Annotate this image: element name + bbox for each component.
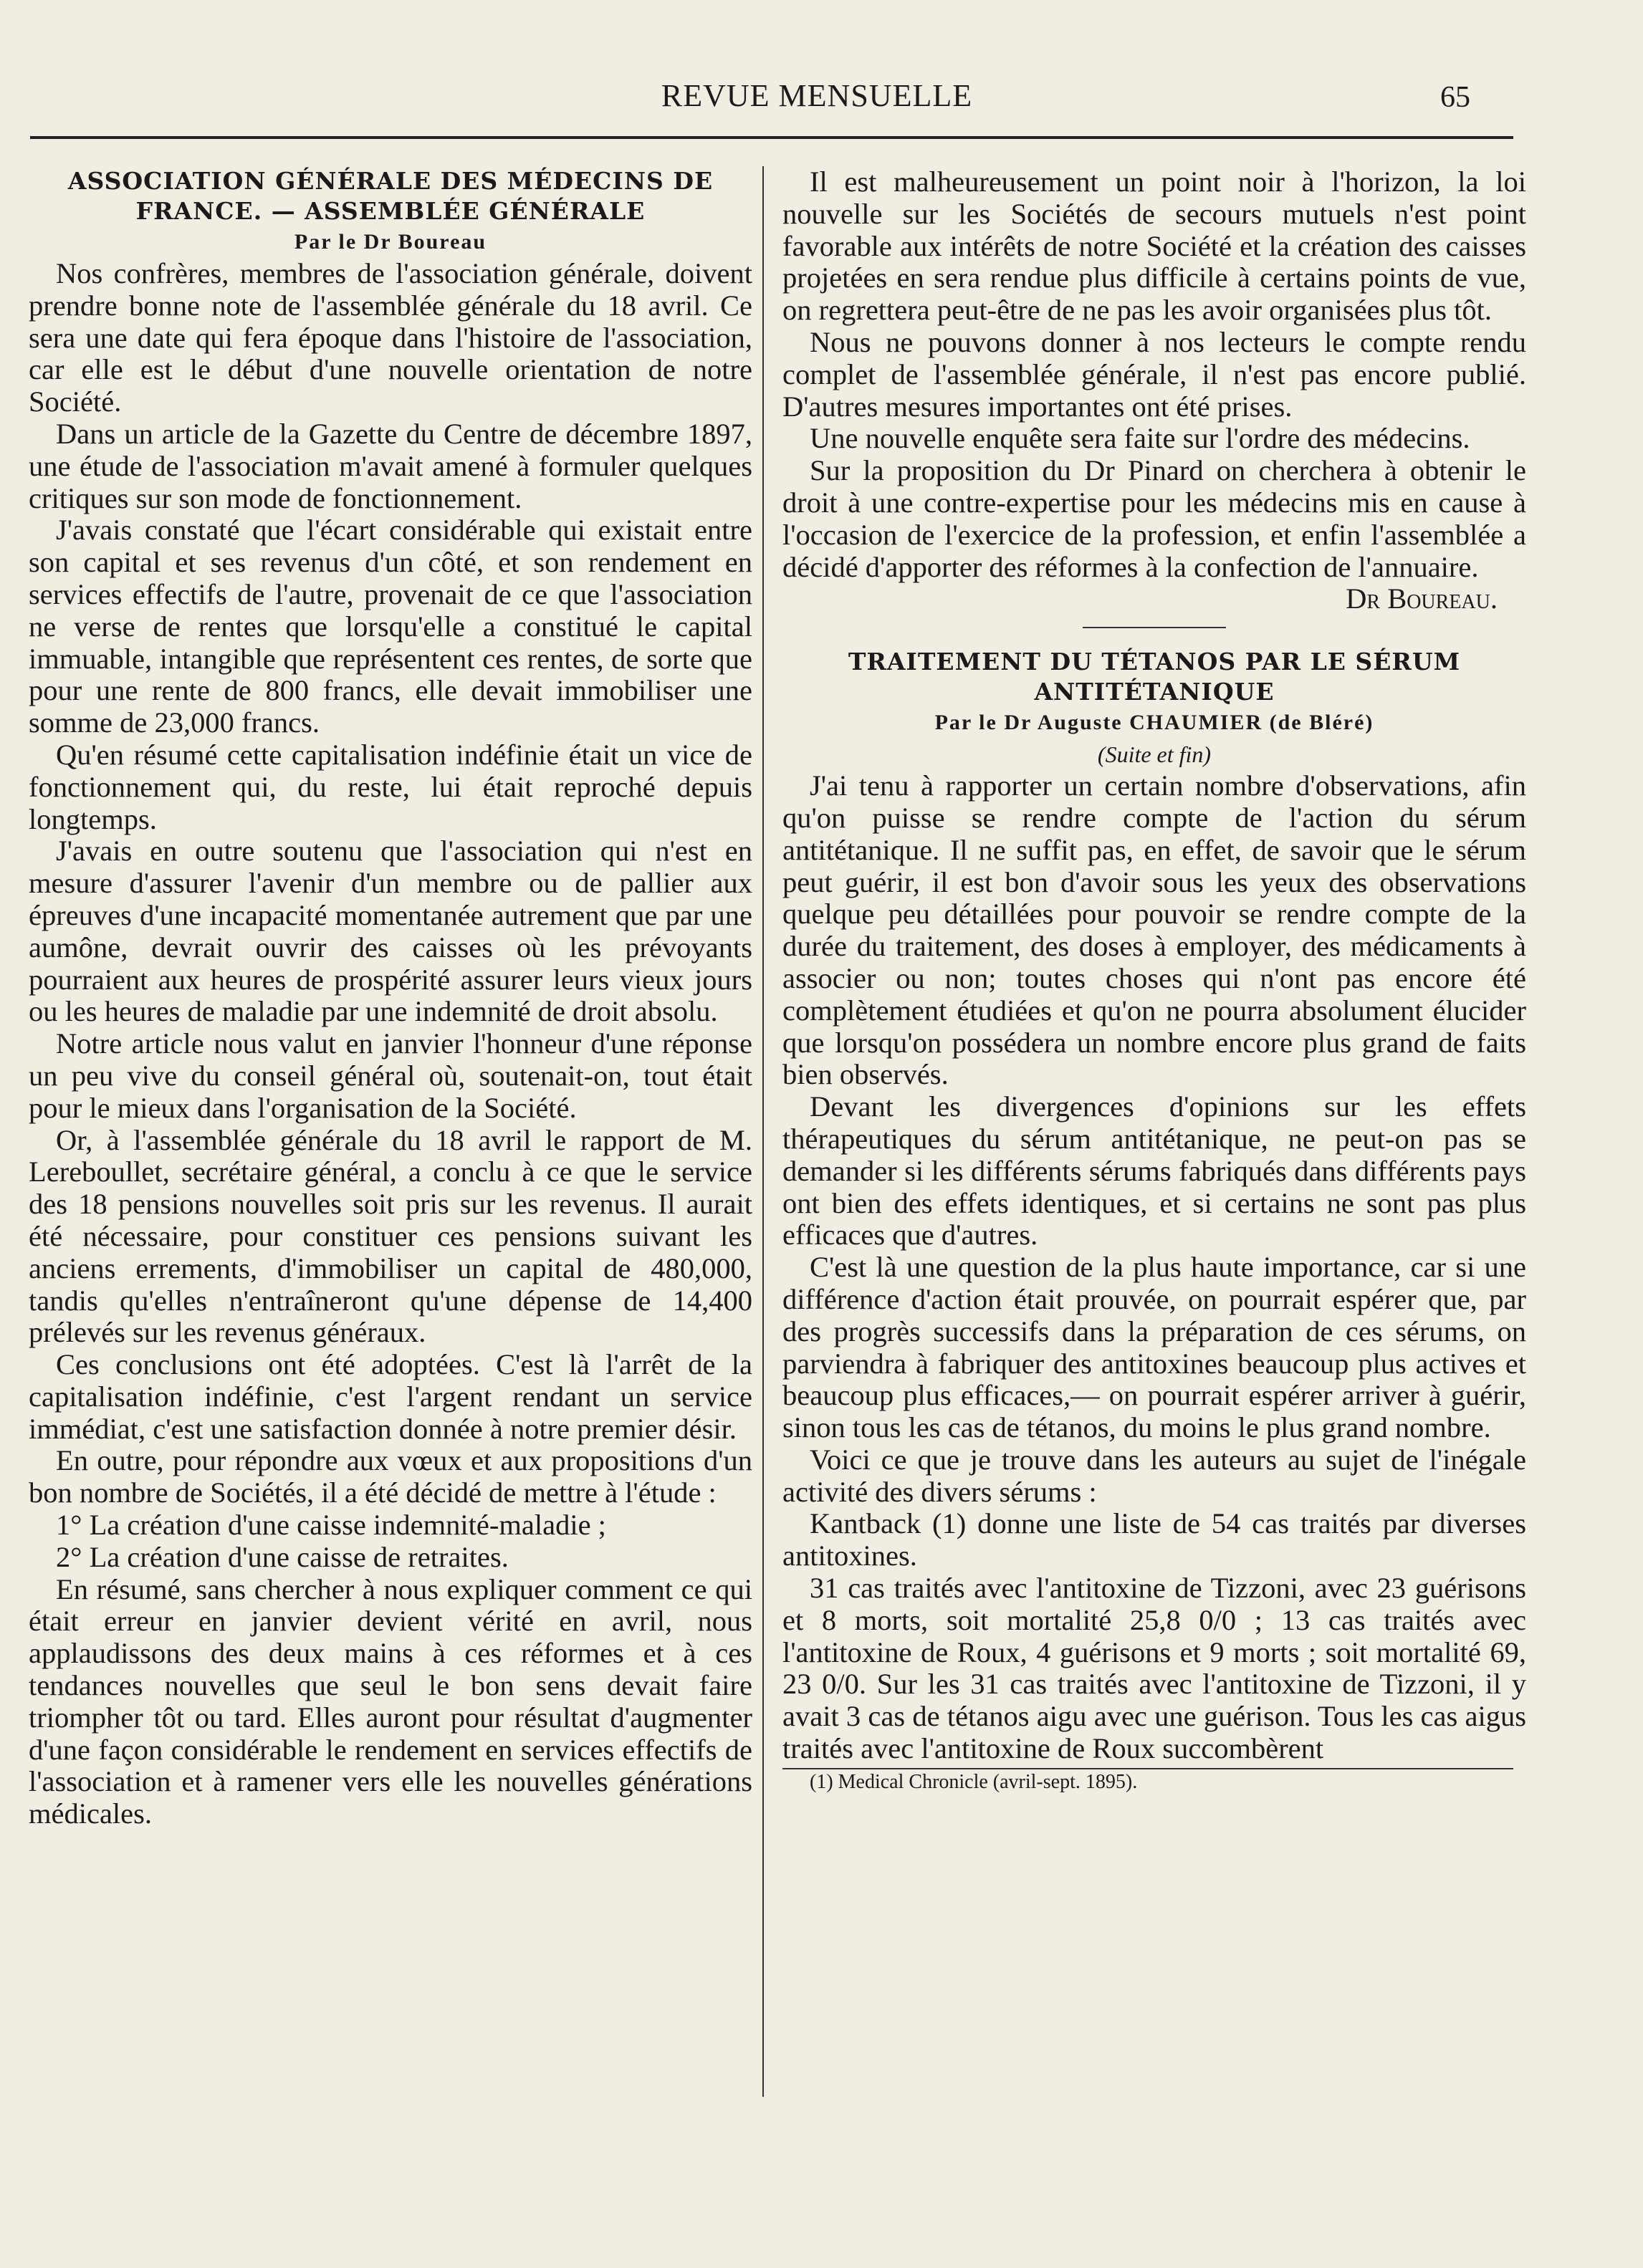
page-number: 65 xyxy=(1440,81,1470,114)
header-rule xyxy=(30,136,1513,139)
paragraph: Devant les divergences d'opinions sur les effets thérapeutiques du sérum antitétanique, ne peut-on pas se demander si les différents sérums fabriqués dans différents pays ont bien des effets identiques, et si certains ne sont pas plus efficaces que d'autres. xyxy=(782,1090,1526,1251)
running-header-title: REVUE MENSUELLE xyxy=(661,78,973,113)
left-column xyxy=(29,166,752,1830)
paragraph: Sur la proposition du Dr Pinard on cherchera à obtenir le droit à une contre-expertise pour les médecins mis en cause à l'occasion de l'exercice de la profession, et enfin l'assemblée a décidé d'apporter des réformes à la confection de l'annuaire. xyxy=(782,454,1526,583)
article-separator xyxy=(1083,627,1226,628)
paragraph: Ces conclusions ont été adoptées. C'est là l'arrêt de la capitalisation indéfinie, c'est l'argent rendant un service immédiat, c'est une satisfaction donnée à notre premier désir. xyxy=(29,1348,752,1445)
article-title-association: ASSOCIATION GÉNÉRALE DES MÉDECINS DE FRANCE. — ASSEMBLÉE GÉNÉRALE xyxy=(67,167,714,225)
list-item: 2° La création d'une caisse de retraites. xyxy=(56,1540,509,1573)
paragraph: Une nouvelle enquête sera faite sur l'ordre des médecins. xyxy=(810,422,1470,455)
paragraph: J'ai tenu à rapporter un certain nombre d'observations, afin qu'on puisse se rendre compte de l'action du sérum antitétanique. Il ne suffit pas, en effet, de savoir que le sérum peut guérir, il est bon d'avoir sous les yeux des observations quelque peu détaillées pour pouvoir se rendre compte de la durée du traitement, des doses à employer, des médicaments à associer ou non; toutes choses qui n'ont pas encore été complètement étudiées et qu'on ne pourra absolument élucider que lorsqu'on possédera un nombre encore plus grand de faits bien observés. xyxy=(782,769,1526,1091)
article-title-tetanos: TRAITEMENT DU TÉTANOS PAR LE SÉRUM ANTITÉTANIQUE xyxy=(848,648,1461,706)
list-item: 1° La création d'une caisse indemnité-maladie ; xyxy=(56,1509,606,1542)
article-byline-chaumier: Par le Dr Auguste CHAUMIER (de Bléré) xyxy=(934,711,1374,735)
signature: Dr Boureau. xyxy=(1346,582,1498,615)
paragraph: Kantback (1) donne une liste de 54 cas traités par diverses antitoxines. xyxy=(782,1507,1526,1572)
paragraph: 31 cas traités avec l'antitoxine de Tizzoni, avec 23 guérisons et 8 morts, soit mortalité 25,8 0/0 ; 13 cas traités avec l'antitoxine de Roux, 4 guérisons et 9 morts ; soit mortalité 69, 23 0/0. Sur les 31 cas traités avec l'antitoxine de Tizzoni, il y avait 3 cas de tétanos aigu avec une guérison. Tous les cas aigus traités avec l'antitoxine de Roux succombèrent xyxy=(782,1572,1526,1765)
paragraph: Or, à l'assemblée générale du 18 avril le rapport de M. Lereboullet, secrétaire général, a conclu à ce que le service des 18 pensions nouvelles soit pris sur les revenus. Il aurait été nécessaire, pour constituer ces pensions suivant les anciens errements, d'immobiliser un capital de 480,000, tandis qu'elles n'entraîneront qu'une dépense de 14,400 prélevés sur les revenus généraux. xyxy=(29,1123,752,1349)
article-byline-boureau: Par le Dr Boureau xyxy=(294,230,487,254)
paragraph: Il est malheureusement un point noir à l'horizon, la loi nouvelle sur les Sociétés de secours mutuels n'est point favorable aux intérêts de notre Société et la création des caisses projetées en sera rendue plus difficile à certains points de vue, on regrettera peut-être de ne pas les avoir organisées plus tôt. xyxy=(782,165,1526,327)
paragraph: Dans un article de la Gazette du Centre de décembre 1897, une étude de l'association m'avait amené à formuler quelques critiques sur son mode de fonctionnement. xyxy=(29,417,752,514)
paragraph: Nos confrères, membres de l'association générale, doivent prendre bonne note de l'assemblée générale du 18 avril. Ce sera une date qui fera époque dans l'histoire de l'association, car elle est le début d'une nouvelle orientation de notre Société. xyxy=(29,257,752,418)
paragraph: En outre, pour répondre aux vœux et aux propositions d'un bon nombre de Sociétés, il a été décidé de mettre à l'étude : xyxy=(29,1444,752,1509)
paragraph: Qu'en résumé cette capitalisation indéfinie était un vice de fonctionnement qui, du reste, lui était reproché depuis longtemps. xyxy=(29,738,752,835)
paragraph: J'avais constaté que l'écart considérable qui existait entre son capital et ses revenus d'un côté, et son rendement en services effectifs de l'autre, provenait de ce que l'association ne verse de rentes que lorsqu'elle a constitué le capital immuable, intangible que représentent ces rentes, de sorte que pour une rente de 800 francs, elle devait immobiliser une somme de 23,000 francs. xyxy=(29,514,752,739)
paragraph: Notre article nous valut en janvier l'honneur d'une réponse un peu vive du conseil général où, soutenait-on, tout était pour le mieux dans l'organisation de la Société. xyxy=(29,1027,752,1124)
paragraph: Nous ne pouvons donner à nos lecteurs le compte rendu complet de l'assemblée générale, il n'est pas encore publié. D'autres mesures importantes ont été prises. xyxy=(782,325,1526,423)
paragraph: C'est là une question de la plus haute importance, car si une différence d'action était prouvée, on pourrait espérer que, par des progrès successifs dans la préparation de ces sérums, on parviendra à fabriquer des antitoxines beaucoup plus actives et beaucoup plus efficaces,— on pourrait espérer arriver à guérir, sinon tous les cas de tétanos, du moins le plus grand nombre. xyxy=(782,1251,1526,1444)
article-subtitle: (Suite et fin) xyxy=(1097,741,1212,768)
right-column xyxy=(782,166,1526,1795)
column-divider xyxy=(762,166,764,2097)
paragraph: Voici ce que je trouve dans les auteurs au sujet de l'inégale activité des divers sérums : xyxy=(782,1443,1526,1508)
paragraph: J'avais en outre soutenu que l'association qui n'est en mesure d'assurer l'avenir d'un membre ou de pallier aux épreuves d'une incapacité momentanée autrement que par une aumône, devrait ouvrir des caisses où les prévoyants pourraient aux heures de prospérité assurer leurs vieux jours ou les heures de maladie par une indemnité de droit absolu. xyxy=(29,835,752,1028)
paragraph: En résumé, sans chercher à nous expliquer comment ce qui était erreur en janvier devient vérité en avril, nous applaudissons des deux mains à ces réformes et à ces tendances nouvelles que seul le bon sens devait faire triompher tôt ou tard. Elles auront pour résultat d'augmenter d'une façon considérable le rendement en services effectifs de l'association et à ramener vers elle les nouvelles générations médicales. xyxy=(29,1572,752,1830)
footnote: (1) Medical Chronicle (avril-sept. 1895). xyxy=(810,1770,1138,1793)
